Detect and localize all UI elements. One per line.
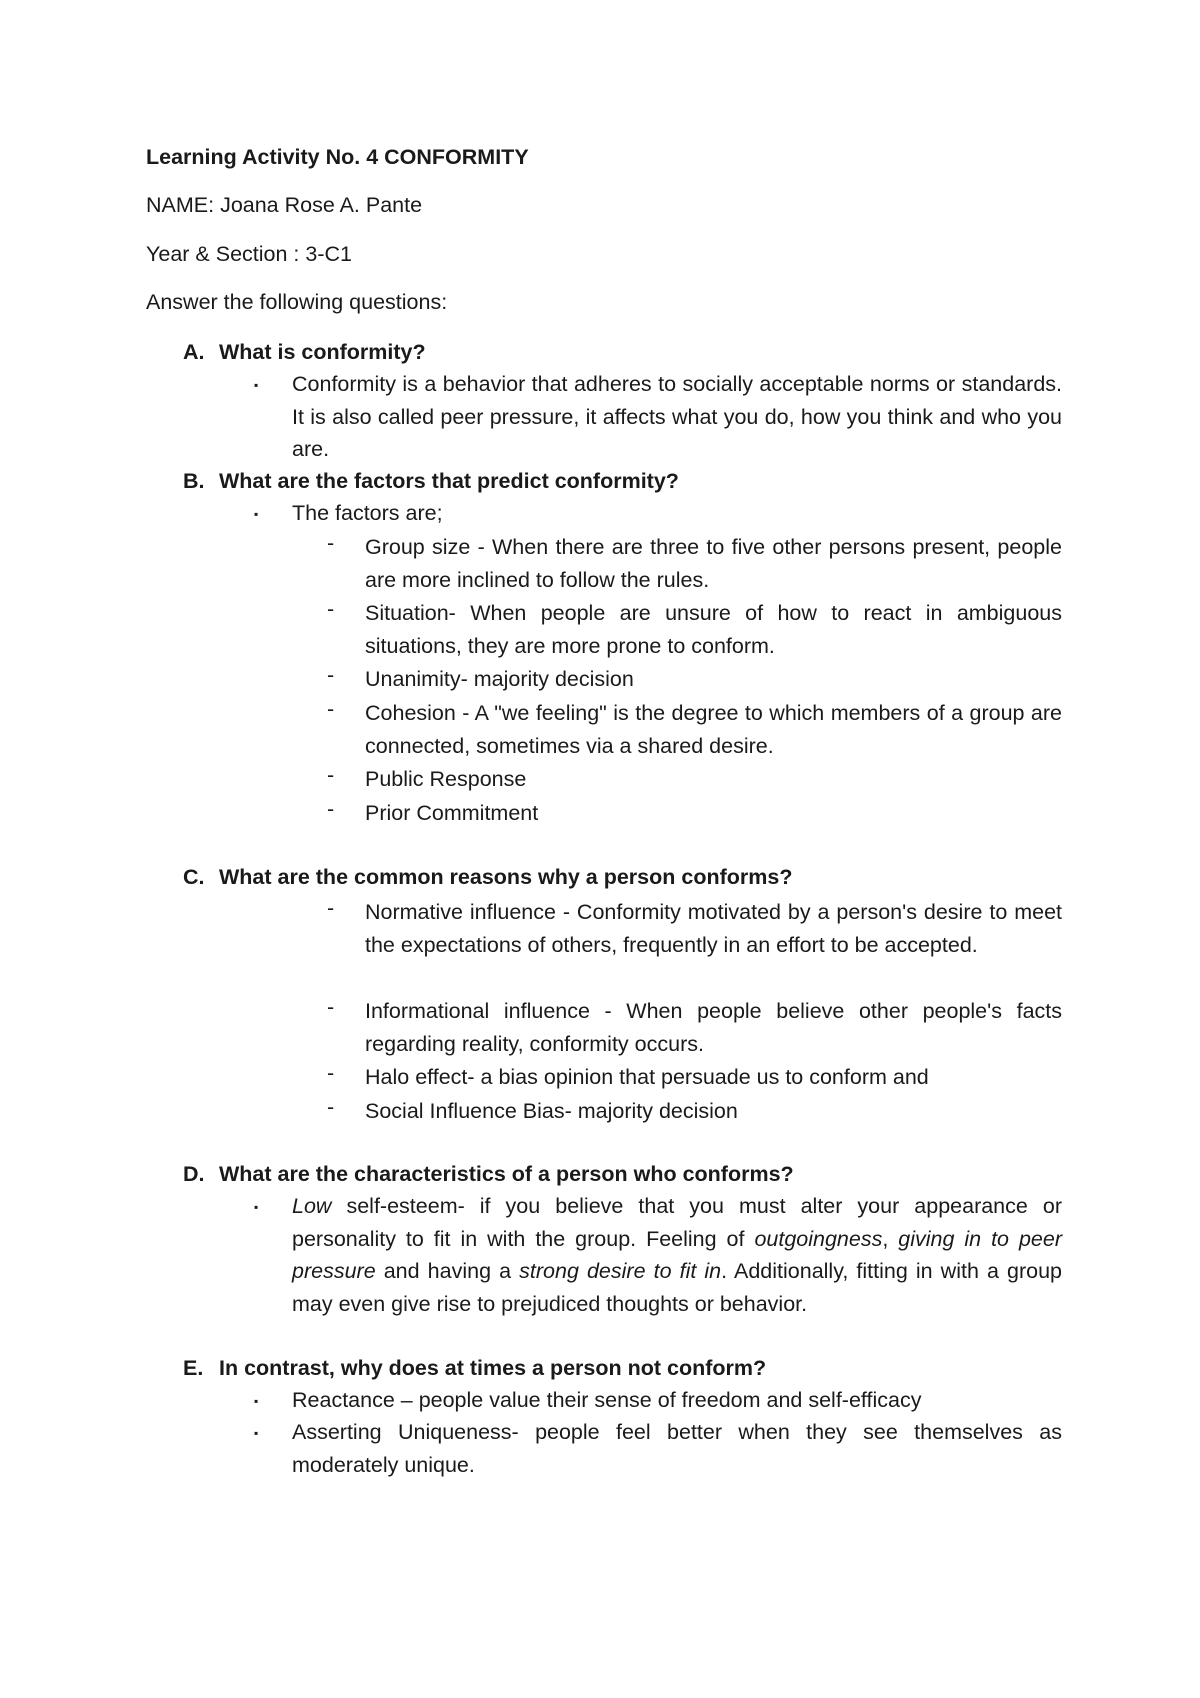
dash-marker: - xyxy=(327,697,335,721)
answer-e-bullet-1: Reactance – people value their sense of freedom and self-efficacy xyxy=(292,1388,922,1412)
dash-marker: - xyxy=(327,995,335,1019)
bullet-icon: ▪ xyxy=(254,1426,259,1440)
factor-item-2: Situation- When people are unsure of how to react in ambiguous situations, they are more prone to conform. xyxy=(365,601,1062,658)
question-a-label: A. xyxy=(183,340,205,364)
dash-marker: - xyxy=(327,663,335,687)
dash-marker: - xyxy=(327,597,335,621)
reason-item-3: Halo effect- a bias opinion that persuade us to conform and xyxy=(365,1065,929,1089)
bullet-icon: ▪ xyxy=(254,1394,259,1408)
answer-e-bullet-2: Asserting Uniqueness- people feel better when they see themselves as moderately unique. xyxy=(292,1420,1062,1477)
dash-marker: - xyxy=(327,896,335,920)
question-b-label: B. xyxy=(183,469,205,493)
dash-marker: - xyxy=(327,531,335,555)
answer-d-text-part: and having a xyxy=(375,1259,520,1283)
answer-d-text-part: self-esteem- if you believe that you must alter your appearance or personality to fit in with the group. Feeling of xyxy=(292,1194,1062,1251)
emphasis-outgoingness: outgoingness xyxy=(754,1226,883,1251)
factor-item-5: Public Response xyxy=(365,767,527,791)
question-a-text: What is conformity? xyxy=(219,340,426,364)
question-c-label: C. xyxy=(183,865,205,889)
answer-d-bullet-1 xyxy=(292,1190,1062,1320)
bullet-icon: ▪ xyxy=(254,378,259,392)
question-b-text: What are the factors that predict conformity? xyxy=(219,469,679,493)
answer-d-text-part: . Additionally, fitting in with a group may even give rise to prejudiced thoughts or behavior. xyxy=(292,1259,1062,1316)
dash-marker: - xyxy=(327,763,335,787)
year-section: Year & Section : 3-C1 xyxy=(146,242,352,266)
factor-item-6: Prior Commitment xyxy=(365,801,539,825)
answer-a-bullet-1: Conformity is a behavior that adheres to socially acceptable norms or standards. It is also called peer pressure, it affects what you do, how you think and who you are. xyxy=(292,372,1062,461)
answer-b-bullet-1: The factors are; xyxy=(292,501,443,525)
dash-marker: - xyxy=(327,1095,335,1119)
bullet-icon: ▪ xyxy=(254,1200,259,1214)
question-e-text: In contrast, why does at times a person not conform? xyxy=(219,1356,767,1380)
question-e-label: E. xyxy=(183,1356,204,1380)
reason-item-4: Social Influence Bias- majority decision xyxy=(365,1099,738,1123)
dash-marker: - xyxy=(327,797,335,821)
emphasis-low: Low xyxy=(292,1194,332,1218)
question-c-text: What are the common reasons why a person conforms? xyxy=(219,865,793,889)
emphasis-peer-pressure: giving in to peer pressure xyxy=(292,1226,1062,1283)
factor-item-3: Unanimity- majority decision xyxy=(365,667,634,691)
factor-item-4: Cohesion - A "we feeling" is the degree to which members of a group are connected, sometimes via a shared desire. xyxy=(365,701,1062,758)
instruction-text: Answer the following questions: xyxy=(146,290,448,314)
emphasis-desire: strong desire to fit in xyxy=(519,1259,722,1283)
bullet-icon: ▪ xyxy=(254,507,259,521)
answer-d-text-part: , xyxy=(882,1226,899,1251)
question-d-text: What are the characteristics of a person who conforms? xyxy=(219,1162,794,1186)
student-name: NAME: Joana Rose A. Pante xyxy=(146,193,423,217)
factor-item-1: Group size - When there are three to five other persons present, people are more inclined to follow the rules. xyxy=(365,535,1062,592)
dash-marker: - xyxy=(327,1061,335,1085)
document-title: Learning Activity No. 4 CONFORMITY xyxy=(146,145,529,169)
reason-item-2: Informational influence - When people believe other people's facts regarding reality, conformity occurs. xyxy=(365,999,1062,1056)
question-d-label: D. xyxy=(183,1162,205,1186)
reason-item-1: Normative influence - Conformity motivated by a person's desire to meet the expectations of others, frequently in an effort to be accepted. xyxy=(365,900,1062,957)
